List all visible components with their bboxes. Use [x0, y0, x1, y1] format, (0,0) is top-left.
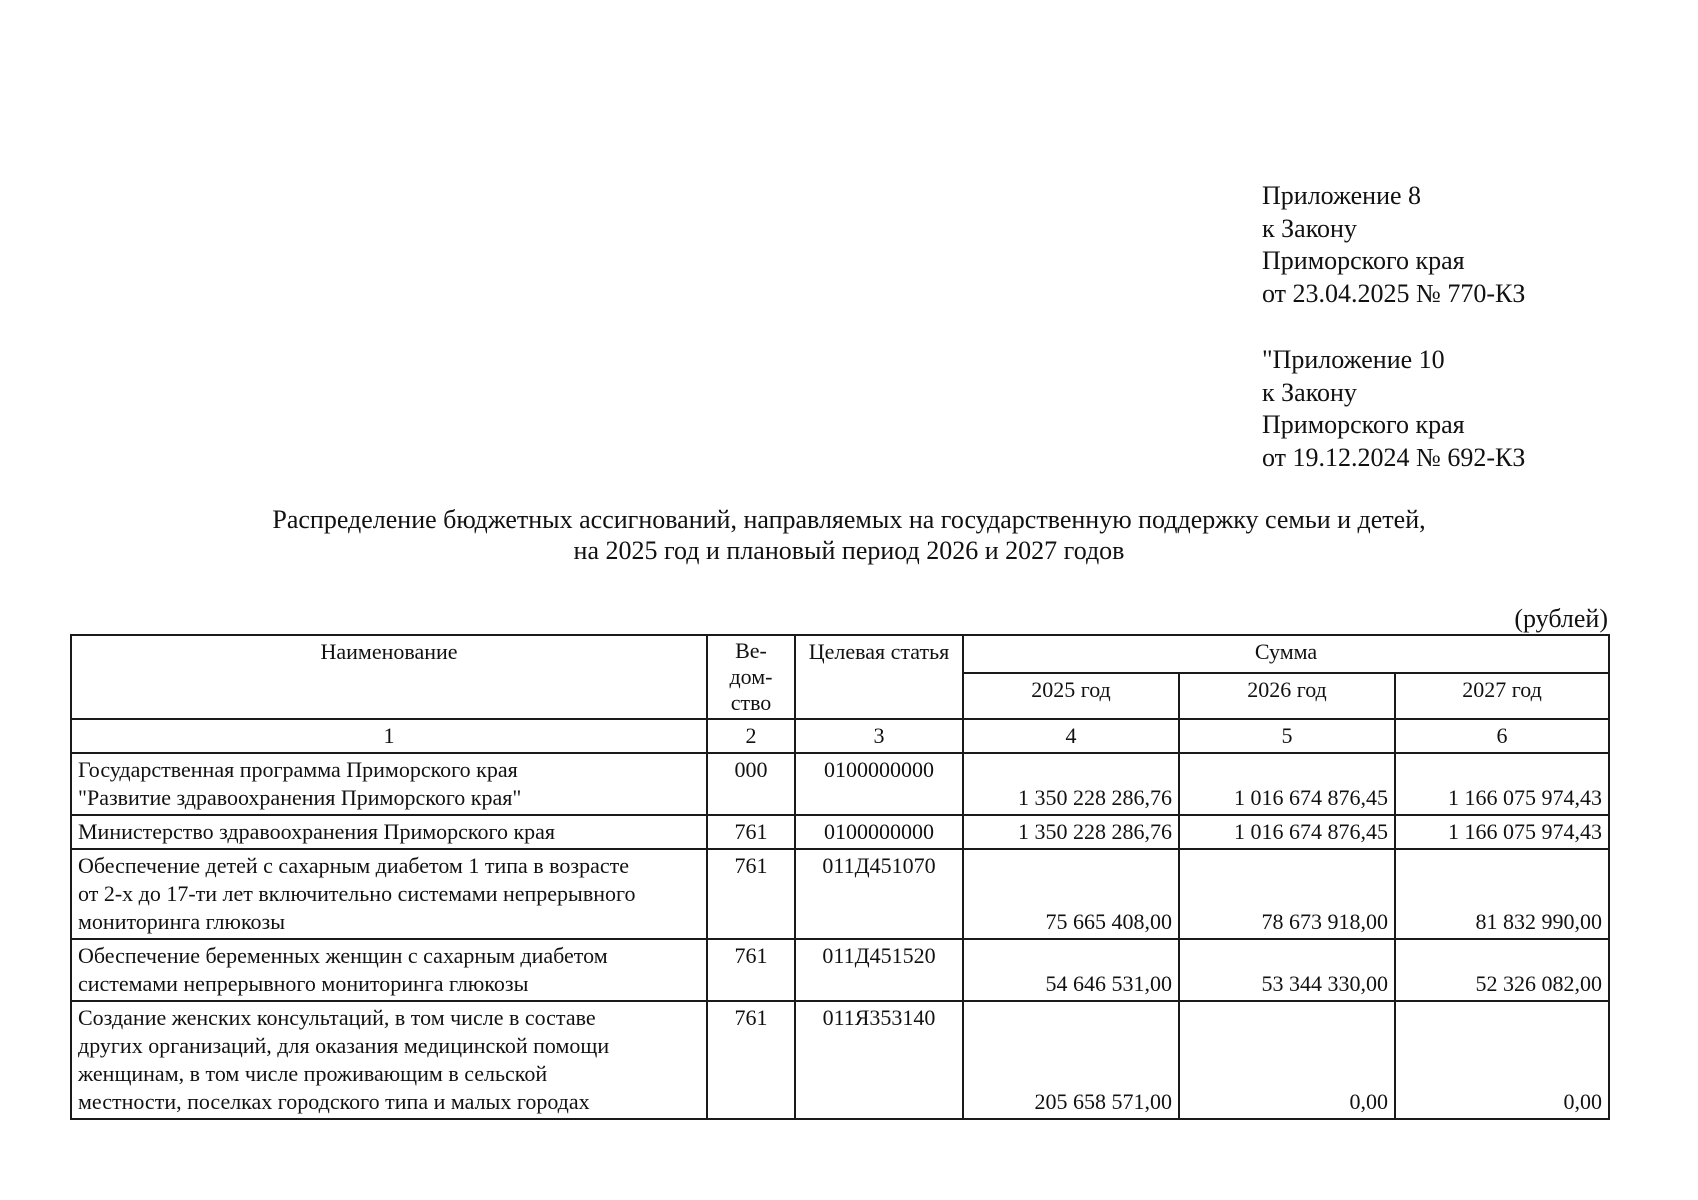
table-row [71, 849, 1609, 939]
column-numbers-row [71, 719, 1609, 753]
row-name-line: "Развитие здравоохранения Приморского края" [78, 785, 522, 810]
row-target-article: 0100000000 [795, 753, 963, 815]
annex-reference-amended [1262, 344, 1525, 474]
row-amount-2027: 1 166 075 974,43 [1395, 753, 1609, 815]
row-department: 000 [707, 753, 795, 815]
row-name-line: Государственная программа Приморского края [78, 757, 518, 782]
row-name [71, 815, 707, 849]
column-number: 5 [1179, 719, 1395, 753]
row-amount-2025: 54 646 531,00 [963, 939, 1179, 1001]
header-department [707, 635, 795, 719]
header-name: Наименование [71, 635, 707, 719]
annex-reference-current [1262, 180, 1525, 310]
row-name-line: местности, поселках городского типа и малых городах [78, 1089, 590, 1114]
column-number: 6 [1395, 719, 1609, 753]
row-amount-2025: 75 665 408,00 [963, 849, 1179, 939]
row-amount-2026: 1 016 674 876,45 [1179, 815, 1395, 849]
column-number: 4 [963, 719, 1179, 753]
row-amount-2026: 53 344 330,00 [1179, 939, 1395, 1001]
annex-line: от 23.04.2025 № 770-КЗ [1262, 278, 1526, 308]
header-department-line: дом- [729, 664, 773, 689]
currency-unit-label: (рублей) [1514, 604, 1608, 633]
row-amount-2026: 1 016 674 876,45 [1179, 753, 1395, 815]
table-row [71, 939, 1609, 1001]
column-number: 3 [795, 719, 963, 753]
row-amount-2026: 0,00 [1179, 1001, 1395, 1119]
annex-line: Приморского края [1262, 246, 1465, 275]
row-amount-2025: 205 658 571,00 [963, 1001, 1179, 1119]
table-row [71, 815, 1609, 849]
row-department: 761 [707, 815, 795, 849]
row-department: 761 [707, 849, 795, 939]
annex-line: "Приложение 10 [1262, 345, 1445, 374]
row-name [71, 753, 707, 815]
table-row [71, 753, 1609, 815]
row-name-line: от 2-х до 17-ти лет включительно системами непрерывного [78, 881, 636, 906]
header-target-article: Целевая статья [795, 635, 963, 719]
row-name-line: других организаций, для оказания медицинской помощи [78, 1033, 610, 1058]
annex-line: Приложение 8 [1262, 181, 1422, 210]
title-line-1: Распределение бюджетных ассигнований, направляемых на государственную поддержку семьи и детей, [272, 505, 1426, 534]
row-name-line: Обеспечение беременных женщин с сахарным диабетом [78, 943, 608, 968]
row-name [71, 849, 707, 939]
row-target-article: 011Д451520 [795, 939, 963, 1001]
header-row [71, 635, 1609, 673]
table-row [71, 1001, 1609, 1119]
row-target-article: 011Я353140 [795, 1001, 963, 1119]
column-number: 1 [71, 719, 707, 753]
row-name-line: женщинам, в том числе проживающим в сельской [78, 1061, 548, 1086]
row-name [71, 1001, 707, 1119]
budget-table [70, 634, 1610, 1120]
row-amount-2027: 0,00 [1395, 1001, 1609, 1119]
row-name-line: системами непрерывного мониторинга глюкозы [78, 971, 529, 996]
annex-line: к Закону [1262, 377, 1357, 407]
row-target-article: 011Д451070 [795, 849, 963, 939]
header-year-2027: 2027 год [1395, 673, 1609, 719]
column-number: 2 [707, 719, 795, 753]
row-department: 761 [707, 939, 795, 1001]
header-sum: Сумма [963, 635, 1609, 673]
header-year-2026: 2026 год [1179, 673, 1395, 719]
annex-line: к Закону [1262, 213, 1357, 243]
row-amount-2026: 78 673 918,00 [1179, 849, 1395, 939]
title-line-2: на 2025 год и плановый период 2026 и 2027 годов [573, 536, 1125, 565]
row-name-line: Создание женских консультаций, в том числе в составе [78, 1005, 596, 1030]
row-amount-2027: 1 166 075 974,43 [1395, 815, 1609, 849]
annex-line: Приморского края [1262, 410, 1465, 439]
row-amount-2027: 81 832 990,00 [1395, 849, 1609, 939]
row-name-line: Обеспечение детей с сахарным диабетом 1 типа в возрасте [78, 853, 629, 878]
row-name [71, 939, 707, 1001]
row-amount-2027: 52 326 082,00 [1395, 939, 1609, 1001]
row-department: 761 [707, 1001, 795, 1119]
header-department-line: ство [730, 690, 772, 715]
header-year-2025: 2025 год [963, 673, 1179, 719]
row-target-article: 0100000000 [795, 815, 963, 849]
annex-line: от 19.12.2024 № 692-КЗ [1262, 442, 1526, 472]
row-name-line: мониторинга глюкозы [78, 909, 285, 934]
header-department-line: Ве- [735, 638, 767, 663]
row-name-line: Министерство здравоохранения Приморского края [78, 819, 556, 844]
document-title [0, 504, 1698, 566]
row-amount-2025: 1 350 228 286,76 [963, 753, 1179, 815]
row-amount-2025: 1 350 228 286,76 [963, 815, 1179, 849]
